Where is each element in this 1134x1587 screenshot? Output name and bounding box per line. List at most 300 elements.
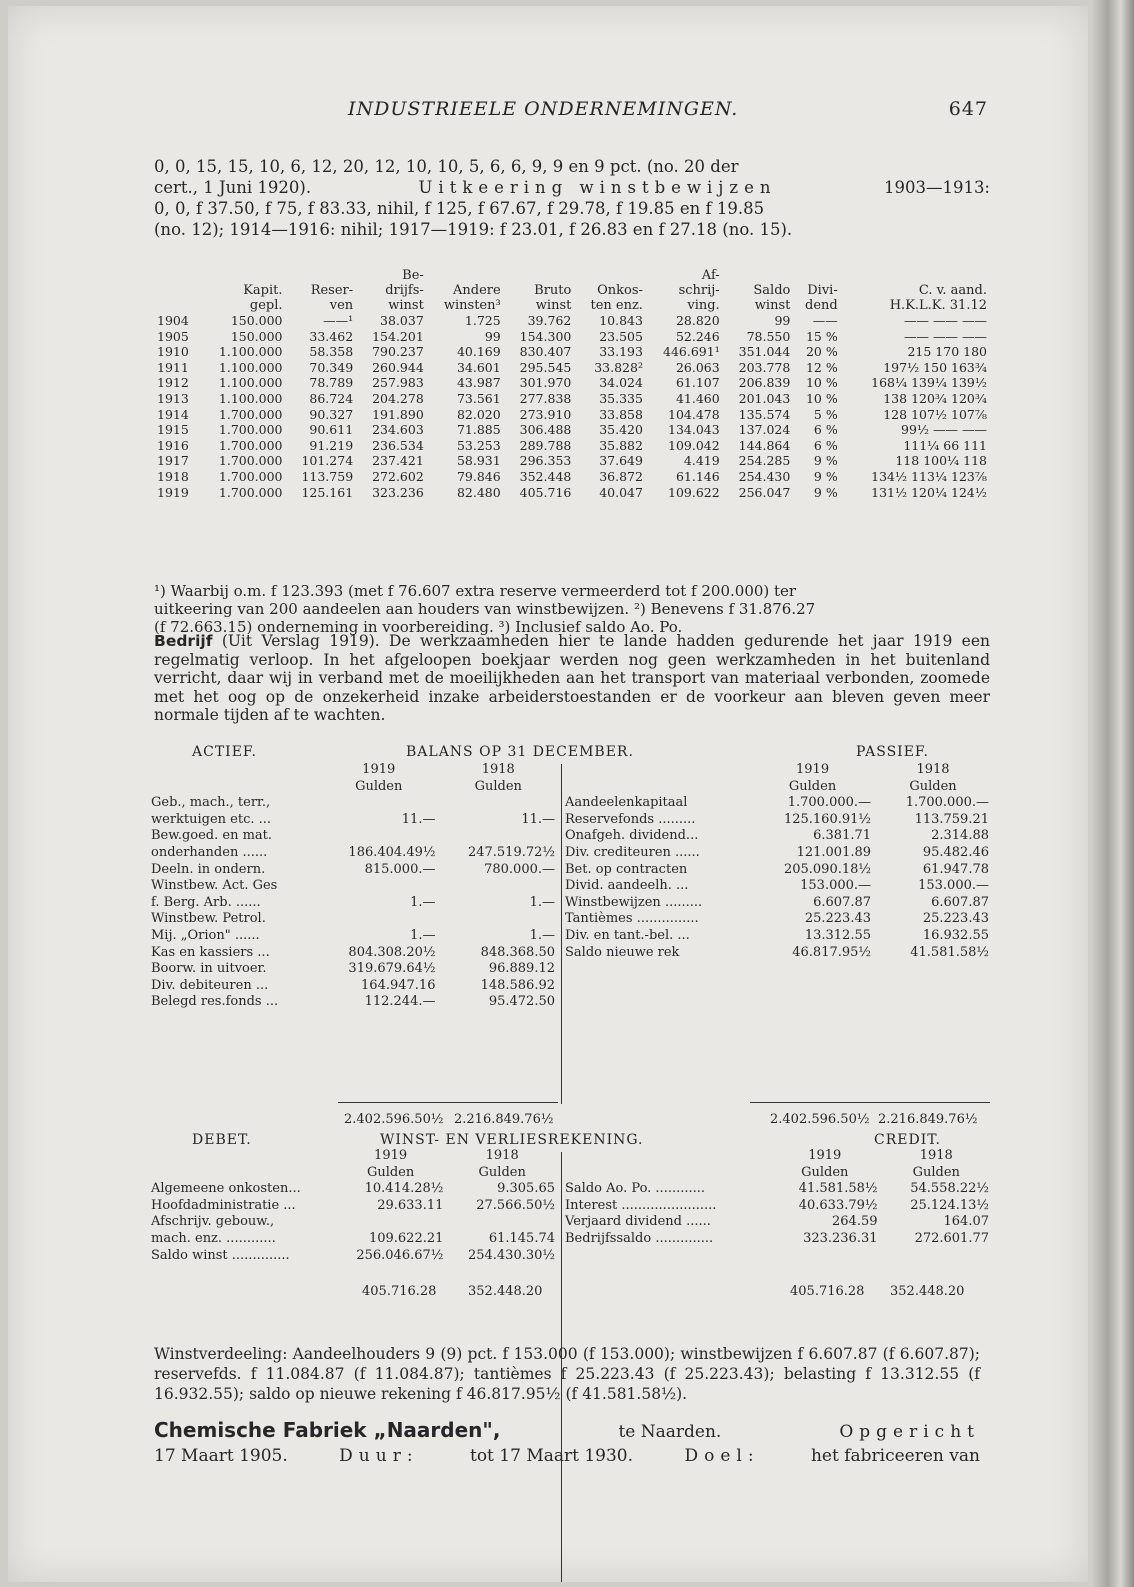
stats-cell: 78.550 [746, 328, 791, 344]
fin-label-cell: Winstbewijzen ......... [565, 894, 703, 910]
fin-row [148, 812, 558, 829]
credit-body [562, 1148, 992, 1248]
fin-value-1919 [319, 795, 439, 812]
fin-value-1918: 41.581.58½ [910, 944, 989, 960]
stats-header-cell: H.K.L.K. 31.12 [889, 298, 987, 313]
stats-cell: 71.885 [456, 422, 501, 438]
stats-cell: 90.611 [309, 422, 354, 438]
fin-currency-cell: Gulden [801, 1164, 849, 1180]
bedrijf-text: (Uit Verslag 1919). De werkzaamheden hier te lande hadden gedurende het jaar 1919 een regelmatig verloop. In het afgeloopen boekjaar werden nog geen werkzamheden in het buitenland verricht, daar wij in verband met de moeilijkheden aan het transport van materiaal verbonden, zoomede met het oog op de onzekerheid inzake arbeiderstoestanden er de voorkeur aan bleven geven meer normale tijden af te wachten. [154, 632, 990, 725]
fin-row [562, 1198, 992, 1215]
stats-cell: 1.700.000 [218, 468, 283, 484]
fin-label-cell: werktuigen etc. ... [151, 811, 272, 827]
fin-row [148, 1231, 558, 1248]
stats-cell: —— [812, 313, 838, 328]
fin-value-1919: 186.404.49½ [348, 844, 436, 860]
stats-header-cell: Af- [701, 268, 720, 283]
stats-header-cell [154, 268, 200, 283]
stats-cell: 256.047 [738, 484, 791, 500]
footnote-line: uitkeering van 200 aandeelen aan houders van winstbewijzen. ²) Benevens f 31.876.27 [154, 600, 816, 618]
stats-cell: 41.460 [675, 390, 720, 406]
stats-cell: 191.890 [372, 406, 424, 422]
fin-currency-cell: Gulden [909, 778, 957, 794]
fin-value-1918: 9.305.65 [497, 1181, 555, 1197]
stats-cell: 82.480 [456, 484, 501, 500]
stats-cell: 61.107 [675, 375, 720, 391]
stats-row [154, 469, 990, 485]
stats-header-cell: gepl. [249, 298, 283, 313]
stats-cell: 99 [774, 313, 791, 328]
stats-year-cell: 1914 [157, 406, 189, 422]
stats-cell: 134.043 [668, 422, 720, 438]
fin-row [562, 1214, 992, 1231]
fin-value-1918: 247.519.72½ [467, 844, 555, 860]
intro-line-part: 1903—1913: [883, 178, 990, 197]
stats-cell: 90.327 [309, 406, 354, 422]
stats-cell: 58.931 [456, 453, 501, 469]
stats-year-cell: 1918 [157, 468, 189, 484]
stats-cell: 154.300 [519, 328, 572, 344]
actief-total-1918: 2.216.849.76½ [454, 1112, 554, 1127]
stats-cell: 10 % [805, 375, 838, 391]
stats-row [154, 407, 990, 423]
fin-value-1918: 54.558.22½ [910, 1181, 989, 1197]
fin-value-1918: 27.566.50½ [476, 1197, 555, 1213]
stats-cell: 131½ 120¼ 124½ [871, 484, 987, 500]
stats-cell: 296.353 [519, 453, 572, 469]
stats-year-cell: 1910 [157, 344, 189, 360]
opgericht-label: Opgericht [839, 1422, 980, 1442]
stats-cell: 137.024 [738, 422, 791, 438]
debet-title: DEBET. [192, 1132, 252, 1148]
fin-value-1918 [438, 795, 558, 812]
fin-label-cell: Afschrijv. gebouw., [151, 1214, 275, 1230]
chemische-line [154, 1418, 980, 1444]
stats-cell: 352.448 [519, 468, 572, 484]
fin-value-1919: 164.947.16 [361, 977, 436, 993]
stats-header-cell: C. v. aand. [918, 283, 987, 298]
stats-row [154, 375, 990, 391]
fin-value-1919: 804.308.20½ [348, 944, 436, 960]
fin-label-cell: Mij. „Orion" ...... [151, 927, 260, 943]
fin-row [148, 1198, 558, 1215]
actief-body [148, 762, 558, 1011]
fin-row [148, 795, 558, 812]
stats-header-cell [574, 268, 646, 283]
fin-header-cell [562, 779, 751, 796]
stats-header-cell [841, 268, 990, 283]
stats-year-cell: 1912 [157, 375, 189, 391]
stats-cell: 135.574 [738, 406, 791, 422]
stats-cell: 323.236 [372, 484, 424, 500]
fin-header-row [148, 1148, 558, 1165]
stats-header-cell [154, 283, 200, 298]
stats-cell: 78.789 [309, 375, 354, 391]
fin-row [148, 961, 558, 978]
fin-value-1919: 40.633.79½ [798, 1197, 878, 1213]
stats-cell: 38.037 [380, 313, 424, 328]
stats-cell: 1.700.000 [218, 406, 283, 422]
fin-row [562, 911, 992, 928]
stats-header-cell [504, 268, 575, 283]
fin-value-1919: 46.817.95½ [792, 944, 872, 960]
stats-header-cell: Onkos- [597, 283, 643, 298]
fin-value-1918: 16.932.55 [922, 927, 989, 943]
fin-value-1918: 95.482.46 [922, 844, 989, 860]
fin-header-row [148, 1165, 558, 1182]
fin-header-cell [148, 762, 319, 779]
fin-year-cell: 1918 [485, 1148, 519, 1163]
fin-value-1918: 848.368.50 [480, 944, 555, 960]
stats-header-cell [793, 268, 840, 283]
intro-paragraph [154, 156, 990, 240]
fin-row [148, 978, 558, 995]
stats-year-cell: 1917 [157, 453, 189, 469]
fin-label-cell: Winstbew. Petrol. [151, 911, 266, 927]
fin-label-cell: f. Berg. Arb. ...... [151, 894, 261, 910]
stats-cell: 289.788 [519, 437, 572, 453]
stats-cell: 4.419 [683, 453, 720, 469]
passief-title: PASSIEF. [856, 744, 929, 760]
stats-cell: 1.700.000 [218, 484, 283, 500]
stats-cell: 35.335 [599, 390, 643, 406]
stats-cell: 254.285 [738, 453, 791, 469]
fin-value-1919: 11.— [401, 811, 436, 827]
stats-cell: 39.762 [527, 313, 572, 328]
fin-row [148, 945, 558, 962]
stats-cell: 40.169 [456, 344, 501, 360]
fin-row [148, 1248, 558, 1265]
fin-label-cell: Belegd res.fonds ... [151, 994, 279, 1010]
stats-cell: 1.700.000 [218, 453, 283, 469]
fin-value-1919 [319, 878, 439, 895]
fin-value-1918: 95.472.50 [488, 994, 555, 1010]
fin-value-1919: 125.160.91½ [783, 811, 872, 827]
stats-row [154, 313, 990, 329]
fin-year-cell: 1919 [808, 1148, 842, 1163]
fin-value-1918: 11.— [521, 811, 555, 827]
stats-row [154, 453, 990, 469]
fin-value-1919: 1.— [410, 927, 436, 943]
fin-row [562, 1231, 992, 1248]
fin-value-1919: 10.414.28½ [364, 1181, 444, 1197]
stats-row [154, 329, 990, 345]
fin-value-1918: 61.947.78 [922, 861, 989, 877]
fin-row [562, 845, 992, 862]
stats-cell: 40.047 [599, 484, 643, 500]
fin-value-1919: 153.000.— [800, 878, 872, 894]
stats-cell: 197½ 150 163¾ [883, 359, 987, 375]
credit-title: CREDIT. [874, 1132, 941, 1148]
stats-cell: 35.420 [599, 422, 643, 438]
stats-header-cell: Bruto [534, 283, 572, 298]
debet-body [148, 1148, 558, 1264]
fin-value-1919: 1.— [410, 894, 436, 910]
intro-spaced-term: Uitkeering winstbewijzen [418, 178, 777, 197]
stats-header-cell [286, 268, 357, 283]
fin-value-1918 [438, 911, 558, 928]
fin-header-row [562, 779, 992, 796]
fin-value-1919: 121.001.89 [796, 844, 872, 860]
stats-cell: 53.253 [456, 437, 501, 453]
balans-total-rule [338, 1102, 558, 1103]
stats-header-cell [723, 268, 794, 283]
stats-cell: 58.358 [309, 344, 354, 360]
bedrijf-paragraph [154, 632, 990, 725]
fin-header-cell [148, 1165, 335, 1182]
fin-label-cell: Bew.goed. en mat. [151, 828, 273, 844]
fin-row [148, 911, 558, 928]
fin-label-cell: Divid. aandeelh. ... [565, 878, 689, 894]
fin-row [148, 994, 558, 1011]
stats-cell: 272.602 [372, 468, 424, 484]
stats-row [154, 360, 990, 376]
fin-value-1918: 164.07 [943, 1214, 989, 1230]
credit-total-1918: 352.448.20 [890, 1284, 965, 1299]
debet-table [148, 1148, 558, 1264]
stats-header-cell: winst [535, 298, 572, 313]
stats-header-cell: ven [329, 298, 354, 313]
stats-cell: 34.601 [456, 359, 501, 375]
actief-title: ACTIEF. [192, 744, 257, 760]
fin-label-cell: Saldo nieuwe rek [565, 944, 680, 960]
duur-value: tot 17 Maart 1930. [469, 1446, 634, 1466]
fin-value-1919: 205.090.18½ [783, 861, 872, 877]
stats-cell: 109.042 [668, 437, 720, 453]
fin-label-cell: Onafgeh. dividend... [565, 828, 699, 844]
fin-label-cell: Tantièmes ............... [565, 911, 699, 927]
stats-header-row [154, 268, 990, 283]
fin-value-1919 [319, 828, 439, 845]
duur-label: Duur: [339, 1446, 419, 1466]
stats-cell: 790.237 [372, 344, 424, 360]
fin-label-cell: Div. debiteuren ... [151, 977, 269, 993]
header-title: INDUSTRIEELE ONDERNEMINGEN. [348, 98, 739, 120]
stats-cell: 34.024 [599, 375, 643, 391]
fin-currency-cell: Gulden [366, 1164, 415, 1180]
stats-cell: 15 % [805, 328, 838, 344]
stats-header-cell: drijfs- [385, 283, 424, 298]
fin-value-1919: 323.236.31 [803, 1230, 878, 1246]
fin-label-cell: Saldo Ao. Po. ............ [565, 1181, 706, 1197]
fin-value-1918: 25.223.43 [922, 911, 989, 927]
stats-header-cell [154, 298, 200, 313]
fin-row [562, 928, 992, 945]
stats-cell: 20 % [805, 344, 838, 360]
fin-year-cell: 1918 [481, 762, 515, 777]
fin-row [562, 1181, 992, 1198]
fin-value-1918: 61.145.74 [488, 1230, 555, 1246]
stats-cell: 36.872 [599, 468, 643, 484]
fin-value-1919: 6.607.87 [813, 894, 872, 910]
stats-cell: 273.910 [519, 406, 572, 422]
stats-cell: 277.838 [519, 390, 572, 406]
fin-year-cell: 1918 [916, 762, 950, 777]
stats-cell: 257.983 [372, 375, 424, 391]
stats-header-cell: winsten³ [443, 298, 501, 313]
stats-cell: 138 120¾ 120¾ [883, 390, 987, 406]
fin-value-1918: 1.— [529, 894, 555, 910]
fin-value-1918 [438, 878, 558, 895]
fin-header-cell [148, 779, 319, 796]
fin-value-1919: 112.244.— [364, 994, 436, 1010]
stats-cell: 73.561 [456, 390, 501, 406]
stats-header-cell [427, 268, 504, 283]
fin-label-cell: Verjaard dividend ...... [565, 1214, 711, 1230]
stats-cell: 12 % [805, 359, 838, 375]
passief-table [562, 762, 992, 961]
winst-title: WINST- EN VERLIESREKENING. [380, 1132, 644, 1148]
fin-label-cell: Algemeene onkosten... [151, 1181, 301, 1197]
doel-value: het fabriceeren van [810, 1446, 980, 1466]
fin-currency-cell: Gulden [355, 778, 403, 794]
stats-row [154, 485, 990, 501]
stats-cell: 1.100.000 [218, 344, 283, 360]
stats-year-cell: 1916 [157, 437, 189, 453]
fin-row [148, 1214, 558, 1231]
stats-cell: 144.864 [738, 437, 791, 453]
fin-row [562, 862, 992, 879]
fin-currency-cell: Gulden [912, 1164, 960, 1180]
fin-label-cell: Bet. op contracten [565, 861, 688, 877]
stats-year-cell: 1911 [157, 359, 189, 375]
fin-label-cell: Deeln. in ondern. [151, 861, 266, 877]
fin-row [562, 828, 992, 845]
fin-row [562, 945, 992, 962]
fin-label-cell: Aandeelenkapitaal [565, 795, 688, 811]
balans-title: BALANS OP 31 DECEMBER. [406, 744, 634, 760]
stats-cell: 52.246 [675, 328, 720, 344]
intro-line: 0, 0, 15, 15, 10, 6, 12, 20, 12, 10, 10, 5, 6, 6, 9, 9 en 9 pct. (no. 20 der [154, 157, 739, 176]
stats-header-cell: dend [805, 298, 838, 313]
fin-value-1918: 2.314.88 [931, 828, 989, 844]
fin-value-1919: 815.000.— [364, 861, 436, 877]
intro-line: (no. 12); 1914—1916: nihil; 1917—1919: f 23.01, f 26.83 en f 27.18 (no. 15). [154, 220, 793, 239]
fin-value-1918: 272.601.77 [914, 1230, 989, 1246]
fin-header-row [148, 762, 558, 779]
fin-value-1919: 6.381.71 [813, 828, 872, 844]
stats-cell: 1.700.000 [218, 437, 283, 453]
stats-cell: —— —— —— [904, 313, 987, 328]
stats-cell: 134½ 113¼ 123⅞ [871, 468, 987, 484]
stats-cell: 234.603 [372, 422, 424, 438]
winstverdeeling-paragraph: Winstverdeeling: Aandeelhouders 9 (9) pct. f 153.000 (f 153.000); winstbewijzen f 6.607.87 (f 6.607.87); reservefds. f 11.084.87 (f 11.084.87); tantièmes f 25.223.43 (f 25.223.43); belasting f 13.312.55 (f 16.932.55); saldo op nieuwe rekening f 46.817.95½ (f 41.581.58½). [154, 1345, 980, 1403]
stats-header-cell: ten enz. [590, 298, 643, 313]
stats-cell: 91.219 [309, 437, 354, 453]
stats-cell: 109.622 [668, 484, 720, 500]
fin-value-1918: 780.000.— [484, 861, 555, 877]
stats-cell: 236.534 [372, 437, 424, 453]
credit-table [562, 1148, 992, 1248]
stats-cell: 150.000 [230, 328, 283, 344]
fin-row [562, 895, 992, 912]
fin-year-cell: 1919 [374, 1148, 408, 1163]
fin-label-cell: Kas en kassiers ... [151, 944, 270, 960]
passief-body [562, 762, 992, 961]
chemische-line [154, 1444, 980, 1468]
stats-cell: 254.430 [738, 468, 791, 484]
fin-value-1919: 1.700.000.— [787, 795, 872, 811]
fin-label-cell: Div. crediteuren ...... [565, 844, 700, 860]
fin-label-cell: Hoofdadministratie ... [151, 1197, 296, 1213]
fin-value-1918: 25.124.13½ [910, 1197, 989, 1213]
stats-cell: 125.161 [301, 484, 354, 500]
stats-cell: 82.020 [456, 406, 501, 422]
stats-year-cell: 1905 [157, 328, 189, 344]
stats-cell: 830.407 [519, 344, 572, 360]
debet-total-1918: 352.448.20 [468, 1284, 543, 1299]
stats-cell: 111¼ 66 111 [903, 437, 987, 453]
fin-value-1918: 148.586.92 [480, 977, 555, 993]
doel-label: Doel: [684, 1446, 760, 1466]
book-binding-edge [1090, 0, 1134, 1587]
stats-year-cell: 1913 [157, 390, 189, 406]
intro-line [154, 177, 990, 198]
stats-cell: 128 107½ 107⅞ [883, 406, 987, 422]
stats-row [154, 344, 990, 360]
fin-value-1918 [438, 828, 558, 845]
stats-header-cell: winst [754, 298, 791, 313]
fin-label-cell: Reservefonds ......... [565, 811, 696, 827]
fin-value-1918: 1.700.000.— [905, 795, 989, 811]
stats-cell: 99 [484, 328, 501, 344]
stats-cell: 35.882 [599, 437, 643, 453]
stats-cell: 201.043 [738, 390, 791, 406]
fin-currency-cell: Gulden [788, 778, 837, 794]
fin-value-1918: 113.759.21 [914, 811, 989, 827]
stats-body [154, 313, 990, 500]
stats-header-row [154, 298, 990, 313]
fin-value-1919: 256.046.67½ [356, 1247, 444, 1263]
fin-value-1918: 254.430.30½ [467, 1247, 555, 1263]
footnotes [154, 582, 990, 636]
fin-value-1918 [446, 1214, 558, 1231]
fin-label-cell: Div. en tant.-bel. ... [565, 927, 690, 943]
fin-label-cell: Saldo winst .............. [151, 1247, 290, 1263]
stats-cell: 1.100.000 [218, 390, 283, 406]
stats-header-cell: winst [388, 298, 424, 313]
stats-cell: 6 % [813, 422, 838, 438]
stats-cell: 79.846 [456, 468, 501, 484]
stats-header-cell: schrij- [678, 283, 720, 298]
fin-row [148, 862, 558, 879]
fin-header-cell [148, 1148, 335, 1165]
stats-cell: 37.649 [599, 453, 643, 469]
stats-cell: 104.478 [668, 406, 720, 422]
stats-year-cell: 1919 [157, 484, 189, 500]
company-name: Chemische Fabriek „Naarden", [154, 1418, 501, 1442]
stats-cell: 99½ —— —— [901, 422, 987, 438]
fin-header-cell [562, 1165, 769, 1182]
stats-cell: 150.000 [230, 313, 283, 328]
fin-row [562, 795, 992, 812]
stats-cell: 1.725 [464, 313, 501, 328]
fin-header-row [562, 1148, 992, 1165]
fin-row [148, 895, 558, 912]
fin-header-row [148, 779, 558, 796]
debet-total-1919: 405.716.28 [362, 1284, 437, 1299]
fin-value-1918: 96.889.12 [488, 961, 555, 977]
stats-cell: 28.820 [675, 313, 720, 328]
stats-cell: 26.063 [675, 359, 720, 375]
stats-cell: 33.462 [309, 328, 354, 344]
page-number: 647 [948, 98, 988, 120]
fin-value-1919 [335, 1214, 447, 1231]
fin-header-cell [562, 1148, 769, 1165]
fin-value-1918: 1.— [529, 927, 555, 943]
stats-cell: 1.700.000 [218, 422, 283, 438]
fin-row [148, 1181, 558, 1198]
